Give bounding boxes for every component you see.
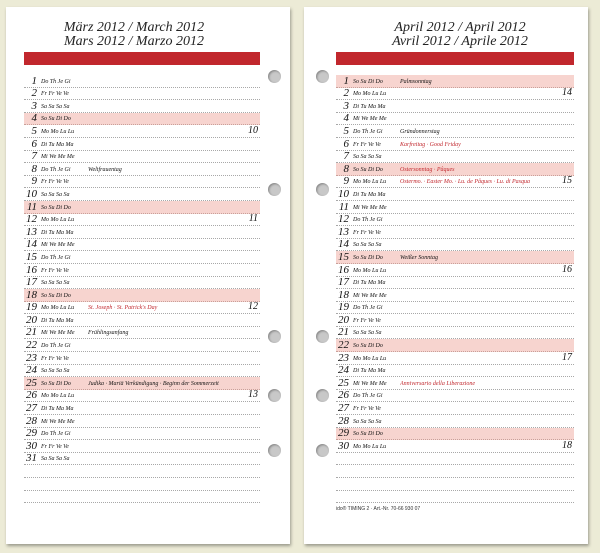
day-row [24, 314, 260, 327]
holiday-label: St. Joseph · St. Patrick's Day [88, 305, 158, 312]
punch-hole [316, 70, 329, 83]
day-row [336, 377, 574, 390]
day-list-april [336, 75, 574, 503]
day-row [336, 365, 574, 378]
day-number: 14 [26, 238, 37, 251]
blank-row [336, 453, 574, 466]
holiday-label: Ostersonntag · Pâques [400, 166, 455, 173]
day-row [24, 226, 260, 239]
weekday-abbr: Di Tu Ma Ma [353, 191, 386, 198]
punch-hole [316, 183, 329, 196]
weekday-abbr: Mi We Me Me [41, 242, 75, 249]
weekday-abbr: Do Th Je Gi [41, 343, 71, 350]
weekday-abbr: Sa Sa Sa Sa [41, 103, 70, 110]
day-row [336, 415, 574, 428]
weekday-abbr: Mi We Me Me [353, 292, 387, 299]
month-title-march [6, 21, 262, 49]
weekday-abbr: Di Tu Ma Ma [353, 103, 386, 110]
day-row [336, 339, 574, 352]
punch-hole [268, 70, 281, 83]
weekday-abbr: Di Tu Ma Ma [41, 229, 74, 236]
week-number: 13 [248, 389, 258, 401]
blank-row [336, 491, 574, 504]
day-row [24, 440, 260, 453]
punch-hole [268, 183, 281, 196]
header-red-bar [24, 52, 260, 65]
day-number: 19 [338, 301, 349, 314]
weekday-abbr: Mo Mo Lu Lu [41, 128, 75, 135]
day-row [24, 151, 260, 164]
day-row [336, 138, 574, 151]
day-number: 30 [26, 439, 37, 452]
day-number: 18 [26, 288, 37, 301]
day-row [336, 100, 574, 113]
day-number: 13 [26, 225, 37, 238]
weekday-abbr: Sa Sa Sa Sa [353, 330, 382, 337]
day-row [336, 226, 574, 239]
day-number: 28 [26, 414, 37, 427]
day-number: 6 [343, 137, 349, 150]
day-number: 10 [26, 187, 37, 200]
weekday-abbr: Fr Fr Ve Ve [41, 355, 69, 362]
weekday-abbr: Do Th Je Gi [41, 431, 71, 438]
day-number: 12 [26, 213, 37, 226]
week-number: 12 [248, 301, 258, 313]
day-number: 11 [26, 200, 37, 213]
holiday-label: Ostermo. · Easter Mo. · Lu. de Pâques · Lu. di Pasqua [400, 179, 530, 186]
weekday-abbr: Mo Mo Lu Lu [353, 443, 387, 450]
day-number: 17 [26, 276, 37, 289]
holiday-label: Weltfrauentag [88, 166, 122, 173]
day-row [24, 327, 260, 340]
header-red-bar [336, 52, 574, 65]
holiday-label: Weißer Sonntag [400, 254, 438, 261]
weekday-abbr: So Su Di Do [353, 254, 383, 261]
holiday-label: Palmsonntag [400, 78, 432, 85]
day-number: 24 [26, 364, 37, 377]
weekday-abbr: Mo Mo Lu Lu [353, 355, 387, 362]
weekday-abbr: Sa Sa Sa Sa [353, 154, 382, 161]
weekday-abbr: Fr Fr Ve Ve [353, 406, 381, 413]
weekday-abbr: Di Tu Ma Ma [41, 317, 74, 324]
day-row [336, 289, 574, 302]
weekday-abbr: Sa Sa Sa Sa [41, 191, 70, 198]
day-row [336, 251, 574, 264]
day-number: 27 [26, 402, 37, 415]
weekday-abbr: Mo Mo Lu Lu [41, 217, 75, 224]
day-row [24, 125, 260, 138]
day-number: 1 [31, 74, 37, 87]
day-number: 8 [343, 162, 349, 175]
blank-row [24, 478, 260, 491]
day-row [24, 339, 260, 352]
day-number: 23 [338, 351, 349, 364]
blank-row [336, 478, 574, 491]
day-number: 16 [26, 263, 37, 276]
punch-hole [316, 444, 329, 457]
day-row [24, 377, 260, 390]
holiday-label: Frühlingsanfang [88, 330, 129, 337]
day-row [336, 125, 574, 138]
day-row [336, 176, 574, 189]
day-row [336, 264, 574, 277]
day-number: 7 [31, 150, 37, 163]
day-number: 5 [31, 124, 37, 137]
day-number: 22 [338, 339, 349, 352]
weekday-abbr: Do Th Je Gi [41, 78, 71, 85]
day-row [24, 428, 260, 441]
day-row [336, 327, 574, 340]
page-april [304, 7, 588, 544]
punch-hole [268, 444, 281, 457]
day-row [336, 163, 574, 176]
day-row [336, 214, 574, 227]
day-number: 29 [26, 427, 37, 440]
weekday-abbr: Mi We Me Me [41, 418, 75, 425]
weekday-abbr: So Su Di Do [41, 116, 71, 123]
day-row [24, 289, 260, 302]
day-number: 8 [31, 162, 37, 175]
day-number: 9 [31, 175, 37, 188]
holiday-label: Judika · Mariä Verkündigung · Beginn der Sommerzeit [88, 380, 219, 387]
day-number: 18 [338, 288, 349, 301]
day-number: 15 [338, 250, 349, 263]
week-number: 10 [248, 124, 258, 136]
blank-row [24, 491, 260, 504]
day-row [24, 138, 260, 151]
day-number: 3 [343, 99, 349, 112]
weekday-abbr: Di Tu Ma Ma [353, 280, 386, 287]
weekday-abbr: Fr Fr Ve Ve [353, 229, 381, 236]
weekday-abbr: Mo Mo Lu Lu [353, 91, 387, 98]
day-row [24, 251, 260, 264]
day-row [24, 75, 260, 88]
weekday-abbr: So Su Di Do [353, 431, 383, 438]
weekday-abbr: Do Th Je Gi [353, 217, 383, 224]
day-number: 2 [31, 87, 37, 100]
holiday-label: Anniversario della Liberazione [400, 380, 475, 387]
weekday-abbr: So Su Di Do [353, 78, 383, 85]
weekday-abbr: Sa Sa Sa Sa [41, 280, 70, 287]
month-title-line1: April 2012 / April 2012 [394, 20, 526, 35]
weekday-abbr: Mi We Me Me [353, 116, 387, 123]
day-row [336, 201, 574, 214]
day-row [336, 302, 574, 315]
day-row [24, 352, 260, 365]
day-number: 21 [26, 326, 37, 339]
page-march [6, 7, 290, 544]
day-row [336, 277, 574, 290]
month-title-line2: Mars 2012 / Marzo 2012 [63, 34, 204, 49]
day-number: 14 [338, 238, 349, 251]
day-row [336, 352, 574, 365]
day-row [24, 302, 260, 315]
day-list-march [24, 75, 260, 503]
weekday-abbr: Fr Fr Ve Ve [41, 91, 69, 98]
weekday-abbr: So Su Di Do [353, 166, 383, 173]
day-number: 16 [338, 263, 349, 276]
day-row [24, 402, 260, 415]
weekday-abbr: Sa Sa Sa Sa [353, 242, 382, 249]
day-number: 7 [343, 150, 349, 163]
day-row [24, 390, 260, 403]
week-number: 11 [248, 213, 258, 225]
day-number: 30 [338, 439, 349, 452]
weekday-abbr: Fr Fr Ve Ve [353, 317, 381, 324]
weekday-abbr: Do Th Je Gi [353, 393, 383, 400]
day-number: 25 [26, 376, 37, 389]
day-number: 23 [26, 351, 37, 364]
weekday-abbr: Di Tu Ma Ma [353, 368, 386, 375]
weekday-abbr: Mo Mo Lu Lu [353, 179, 387, 186]
day-number: 28 [338, 414, 349, 427]
blank-row [24, 465, 260, 478]
weekday-abbr: Fr Fr Ve Ve [41, 443, 69, 450]
month-title-line2: Avril 2012 / Aprile 2012 [392, 34, 528, 49]
day-row [24, 176, 260, 189]
week-number: 17 [562, 351, 572, 363]
day-row [336, 314, 574, 327]
day-number: 4 [31, 112, 37, 125]
weekday-abbr: So Su Di Do [353, 343, 383, 350]
weekday-abbr: Do Th Je Gi [353, 305, 383, 312]
day-row [336, 428, 574, 441]
punch-hole [268, 330, 281, 343]
day-row [24, 163, 260, 176]
holiday-label: Karfreitag · Good Friday [400, 141, 461, 148]
day-number: 20 [26, 313, 37, 326]
day-row [336, 239, 574, 252]
day-number: 24 [338, 364, 349, 377]
weekday-abbr: Mo Mo Lu Lu [41, 305, 75, 312]
day-number: 10 [338, 187, 349, 200]
weekday-abbr: So Su Di Do [41, 292, 71, 299]
product-footer: ido® TIMING 2 · Art.-Nr. 70-66 930 07 [336, 506, 421, 512]
weekday-abbr: Mi We Me Me [353, 380, 387, 387]
day-row [24, 415, 260, 428]
day-number: 11 [338, 200, 349, 213]
weekday-abbr: Mo Mo Lu Lu [41, 393, 75, 400]
weekday-abbr: Fr Fr Ve Ve [353, 141, 381, 148]
day-row [24, 100, 260, 113]
day-number: 1 [343, 74, 349, 87]
day-number: 2 [343, 87, 349, 100]
weekday-abbr: Sa Sa Sa Sa [353, 418, 382, 425]
week-number: 14 [562, 87, 572, 99]
day-row [336, 151, 574, 164]
weekday-abbr: Do Th Je Gi [41, 166, 71, 173]
day-number: 13 [338, 225, 349, 238]
weekday-abbr: Mi We Me Me [353, 204, 387, 211]
punch-hole [316, 389, 329, 402]
day-row [24, 365, 260, 378]
day-number: 29 [338, 427, 349, 440]
day-number: 15 [26, 250, 37, 263]
day-number: 4 [343, 112, 349, 125]
day-row [24, 239, 260, 252]
day-number: 22 [26, 339, 37, 352]
day-number: 26 [338, 389, 349, 402]
day-number: 26 [26, 389, 37, 402]
day-number: 25 [338, 376, 349, 389]
day-row [24, 188, 260, 201]
weekday-abbr: So Su Di Do [41, 204, 71, 211]
week-number: 18 [562, 439, 572, 451]
weekday-abbr: Fr Fr Ve Ve [41, 179, 69, 186]
weekday-abbr: Di Tu Ma Ma [41, 406, 74, 413]
month-title-april [332, 21, 588, 49]
punch-hole [316, 330, 329, 343]
day-number: 31 [26, 452, 37, 465]
day-row [24, 277, 260, 290]
weekday-abbr: Do Th Je Gi [353, 128, 383, 135]
day-number: 27 [338, 402, 349, 415]
holiday-label: Gründonnerstag [400, 128, 440, 135]
day-row [24, 201, 260, 214]
month-title-line1: März 2012 / March 2012 [63, 20, 205, 35]
weekday-abbr: Di Tu Ma Ma [41, 141, 74, 148]
day-row [336, 402, 574, 415]
day-row [24, 453, 260, 466]
day-number: 5 [343, 124, 349, 137]
day-row [336, 188, 574, 201]
day-number: 9 [343, 175, 349, 188]
day-row [24, 88, 260, 101]
day-row [24, 214, 260, 227]
weekday-abbr: Mi We Me Me [41, 154, 75, 161]
weekday-abbr: Do Th Je Gi [41, 254, 71, 261]
day-number: 21 [338, 326, 349, 339]
weekday-abbr: Mi We Me Me [41, 330, 75, 337]
day-row [336, 88, 574, 101]
day-number: 19 [26, 301, 37, 314]
blank-row [336, 465, 574, 478]
week-number: 16 [562, 263, 572, 275]
weekday-abbr: Sa Sa Sa Sa [41, 456, 70, 463]
day-number: 6 [31, 137, 37, 150]
weekday-abbr: Sa Sa Sa Sa [41, 368, 70, 375]
day-row [336, 440, 574, 453]
weekday-abbr: Mo Mo Lu Lu [353, 267, 387, 274]
day-number: 20 [338, 313, 349, 326]
day-row [24, 113, 260, 126]
day-row [336, 75, 574, 88]
day-number: 3 [31, 99, 37, 112]
punch-hole [268, 389, 281, 402]
day-number: 12 [338, 213, 349, 226]
weekday-abbr: Fr Fr Ve Ve [41, 267, 69, 274]
week-number: 15 [562, 175, 572, 187]
weekday-abbr: So Su Di Do [41, 380, 71, 387]
day-number: 17 [338, 276, 349, 289]
day-row [336, 113, 574, 126]
day-row [24, 264, 260, 277]
day-row [336, 390, 574, 403]
